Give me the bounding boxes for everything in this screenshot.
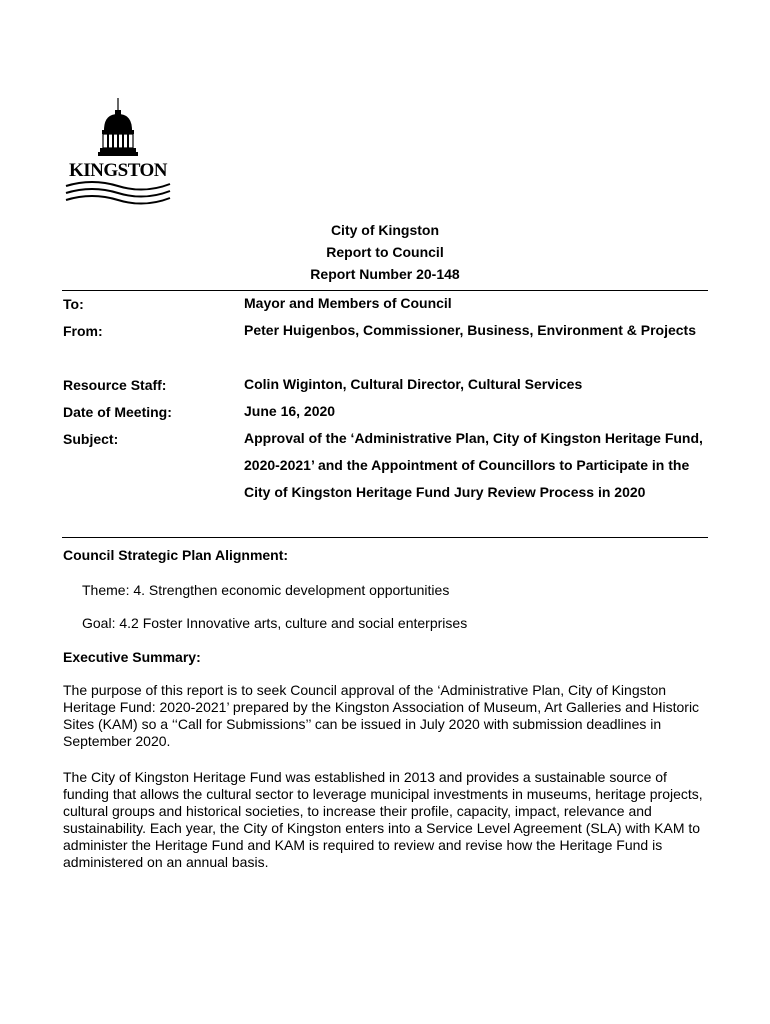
to-value: Mayor and Members of Council bbox=[244, 295, 452, 311]
strategic-theme: Theme: 4. Strengthen economic development opportunities bbox=[82, 582, 450, 598]
from-label: From: bbox=[63, 323, 103, 339]
resource-staff-value: Colin Wiginton, Cultural Director, Cultural Services bbox=[244, 376, 583, 392]
header-divider-bottom bbox=[62, 537, 708, 538]
report-number: Report Number 20-148 bbox=[310, 266, 460, 282]
report-type-title: Report to Council bbox=[326, 244, 444, 260]
logo-wordmark: KINGSTON bbox=[68, 160, 168, 181]
city-of-kingston-logo bbox=[60, 96, 176, 208]
summary-paragraph-2: The City of Kingston Heritage Fund was established in 2013 and provides a sustainable source of funding that allows the cultural sector to leverage municipal investments in museums, heritage projects, cultural groups and historical societies, to increase their profile, capacity, impact, relevance and sustainability. Each year, the City of Kingston enters into a Service Level Agreement (SLA) with KAM to administer the Heritage Fund and KAM is required to review and revise how the Heritage Fund is administered on an annual basis. bbox=[63, 769, 703, 870]
resource-staff-label: Resource Staff: bbox=[63, 377, 167, 393]
executive-summary-heading: Executive Summary: bbox=[63, 649, 201, 665]
report-org-title: City of Kingston bbox=[330, 222, 440, 238]
from-value: Peter Huigenbos, Commissioner, Business, Environment & Projects bbox=[244, 322, 697, 338]
subject-value: Approval of the ‘Administrative Plan, City of Kingston Heritage Fund, 2020-2021’ and the Appointment of Councillors to Participate in the City of Kingston Heritage Fund Jury Review Process in 2020 bbox=[244, 430, 703, 500]
strategic-plan-heading: Council Strategic Plan Alignment: bbox=[63, 547, 289, 563]
meeting-date-value: June 16, 2020 bbox=[244, 403, 336, 419]
summary-paragraph-1: The purpose of this report is to seek Council approval of the ‘Administrative Plan, City of Kingston Heritage Fund: 2020-2021’ prepared by the Kingston Association of Museum, Art Galleries and Historic Sites (KAM) so a ‘‘Call for Submissions’’ can be issued in July 2020 with submission deadlines in September 2020. bbox=[63, 682, 700, 749]
meeting-date-label: Date of Meeting: bbox=[63, 404, 172, 420]
to-label: To: bbox=[63, 296, 84, 312]
subject-label: Subject: bbox=[63, 431, 119, 447]
strategic-goal: Goal: 4.2 Foster Innovative arts, culture and social enterprises bbox=[82, 615, 468, 631]
